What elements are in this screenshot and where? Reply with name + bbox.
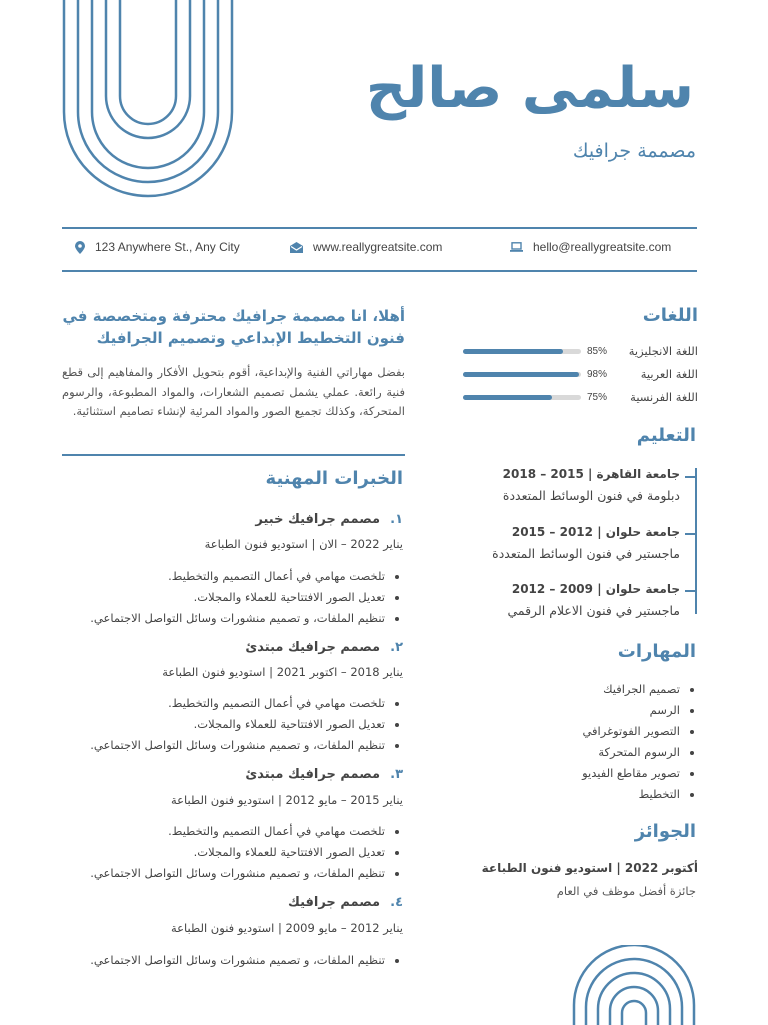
language-bar-fill [463,372,579,377]
divider-bottom [62,270,697,272]
experience-bullet: • تعديل الصور الافتتاحية للعملاء والمجلات. [55,842,385,863]
timeline-tick [685,590,697,592]
experience-bullets [55,693,403,756]
experience-bullet: • تعديل الصور الافتتاحية للعملاء والمجلات. [55,714,385,735]
language-percent: 75% [587,391,608,403]
experience-bullet: • تلخصت مهامي في أعمال التصميم والتخطيط. [55,821,385,842]
experience-period: يناير 2012 – مايو 2009 | استوديو فنون الطباعة [171,921,403,935]
language-bar [463,372,581,377]
job-title: مصممة جرافيك [572,140,696,162]
language-row [438,341,698,361]
education-head: جامعة حلوان | 2009 – 2012 [511,582,680,596]
skill-item: • الرسوم المتحركة [480,742,680,763]
language-bar [463,349,581,354]
education-head: جامعة حلوان | 2012 – 2015 [511,525,680,539]
skill-item: • الرسم [480,700,680,721]
award-head: أكتوبر 2022 | استوديو فنون الطباعة [481,861,698,875]
language-label: اللغة الانجليزية [628,344,698,358]
language-bar-fill [463,395,552,400]
person-name: سلمى صالح [365,56,694,121]
divider-top [62,227,697,229]
language-bar-fill [463,349,563,354]
experience-period: يناير 2022 – الان | استوديو فنون الطباعة [204,537,403,551]
skill-item: • التخطيط [480,784,680,805]
decorative-arches-bottom [572,945,696,1025]
intro-title: أهلا، انا مصممة جرافيك محترفة ومتخصصة في فنون التخطيط الإبداعي وتصميم الجرافيك [62,307,405,347]
timeline-tick [685,476,697,478]
email-text[interactable]: hello@reallygreatsite.com [533,240,672,254]
experience-role [245,767,403,782]
experience-number: ٤. [390,895,403,910]
experience-number: ٢. [390,640,403,655]
website-text[interactable]: www.reallygreatsite.com [313,240,443,254]
education-timeline [695,468,697,614]
experience-period: يناير 2018 – اكتوبر 2021 | استوديو فنون الطباعة [162,665,403,679]
experience-title: الخبرات المهنية [265,468,403,489]
education-degree: دبلومة في فنون الوسائط المتعددة [502,488,680,503]
education-title: التعليم [636,425,696,446]
envelope-open-icon [290,242,303,253]
language-bar [463,395,581,400]
contact-email[interactable] [510,240,671,254]
intro-body: بفضل مهاراتي الفنية والإبداعية، أقوم بتحويل الأفكار والمفاهيم إلى قطع فنية رائعة. عملي يشمل تصميم الشعارات، والمواد المطبوعة، والرسوم المتحركة، وكذلك تجميع الصور والمواد المرئية لإنشاء تصاميم استثنائية. [62,365,405,419]
experience-role [255,512,403,527]
experience-bullet: • تنظيم الملفات، و تصميم منشورات وسائل التواصل الاجتماعي. [55,863,385,884]
contact-website[interactable] [290,240,442,254]
skill-item: • تصوير مقاطع الفيديو [480,763,680,784]
experience-role-text: مصمم جرافيك خبير [255,512,381,527]
experience-number: ١. [390,512,403,527]
skills-title: المهارات [617,641,696,662]
experience-bullets [55,566,403,629]
language-label: اللغة الفرنسية [630,390,698,404]
decorative-arches-top [62,0,234,200]
education-head: جامعة القاهرة | 2015 – 2018 [502,467,680,481]
language-label: اللغة العربية [640,367,698,381]
experience-bullet: • تلخصت مهامي في أعمال التصميم والتخطيط. [55,693,385,714]
experience-number: ٣. [390,767,403,782]
award-description: جائزة أفضل موظف في العام [556,884,696,898]
experience-period: يناير 2015 – مايو 2012 | استوديو فنون الطباعة [171,793,403,807]
experience-bullet: • تنظيم الملفات، و تصميم منشورات وسائل التواصل الاجتماعي. [55,735,385,756]
experience-bullets [55,950,403,971]
experience-role-text: مصمم جرافيك [287,895,381,910]
location-pin-icon [75,241,85,254]
experience-role [288,895,403,910]
experience-role-text: مصمم جرافيك مبتدئ [245,640,381,655]
experience-bullet: • تنظيم الملفات، و تصميم منشورات وسائل التواصل الاجتماعي. [55,950,385,971]
divider-intro [62,454,405,456]
laptop-icon [510,242,523,252]
language-row [438,364,698,384]
experience-bullet: • تنظيم الملفات، و تصميم منشورات وسائل التواصل الاجتماعي. [55,608,385,629]
experience-role [245,640,403,655]
skill-item: • التصوير الفوتوغرافي [480,721,680,742]
experience-role-text: مصمم جرافيك مبتدئ [245,767,381,782]
experience-bullet: • تلخصت مهامي في أعمال التصميم والتخطيط. [55,566,385,587]
language-row [438,387,698,407]
skill-item: • تصميم الجرافيك [480,679,680,700]
address-text: 123 Anywhere St., Any City [95,240,240,254]
education-degree: ماجستير في فنون الاعلام الرقمي [507,603,680,618]
awards-title: الجوائز [634,821,696,842]
experience-bullet: • تعديل الصور الافتتاحية للعملاء والمجلات. [55,587,385,608]
contact-address [75,240,240,254]
timeline-tick [685,533,697,535]
experience-bullets [55,821,403,884]
education-degree: ماجستير في فنون الوسائط المتعددة [492,546,680,561]
language-percent: 98% [587,368,608,380]
language-percent: 85% [587,345,608,357]
languages-title: اللغات [642,305,698,326]
skills-list [480,679,698,805]
